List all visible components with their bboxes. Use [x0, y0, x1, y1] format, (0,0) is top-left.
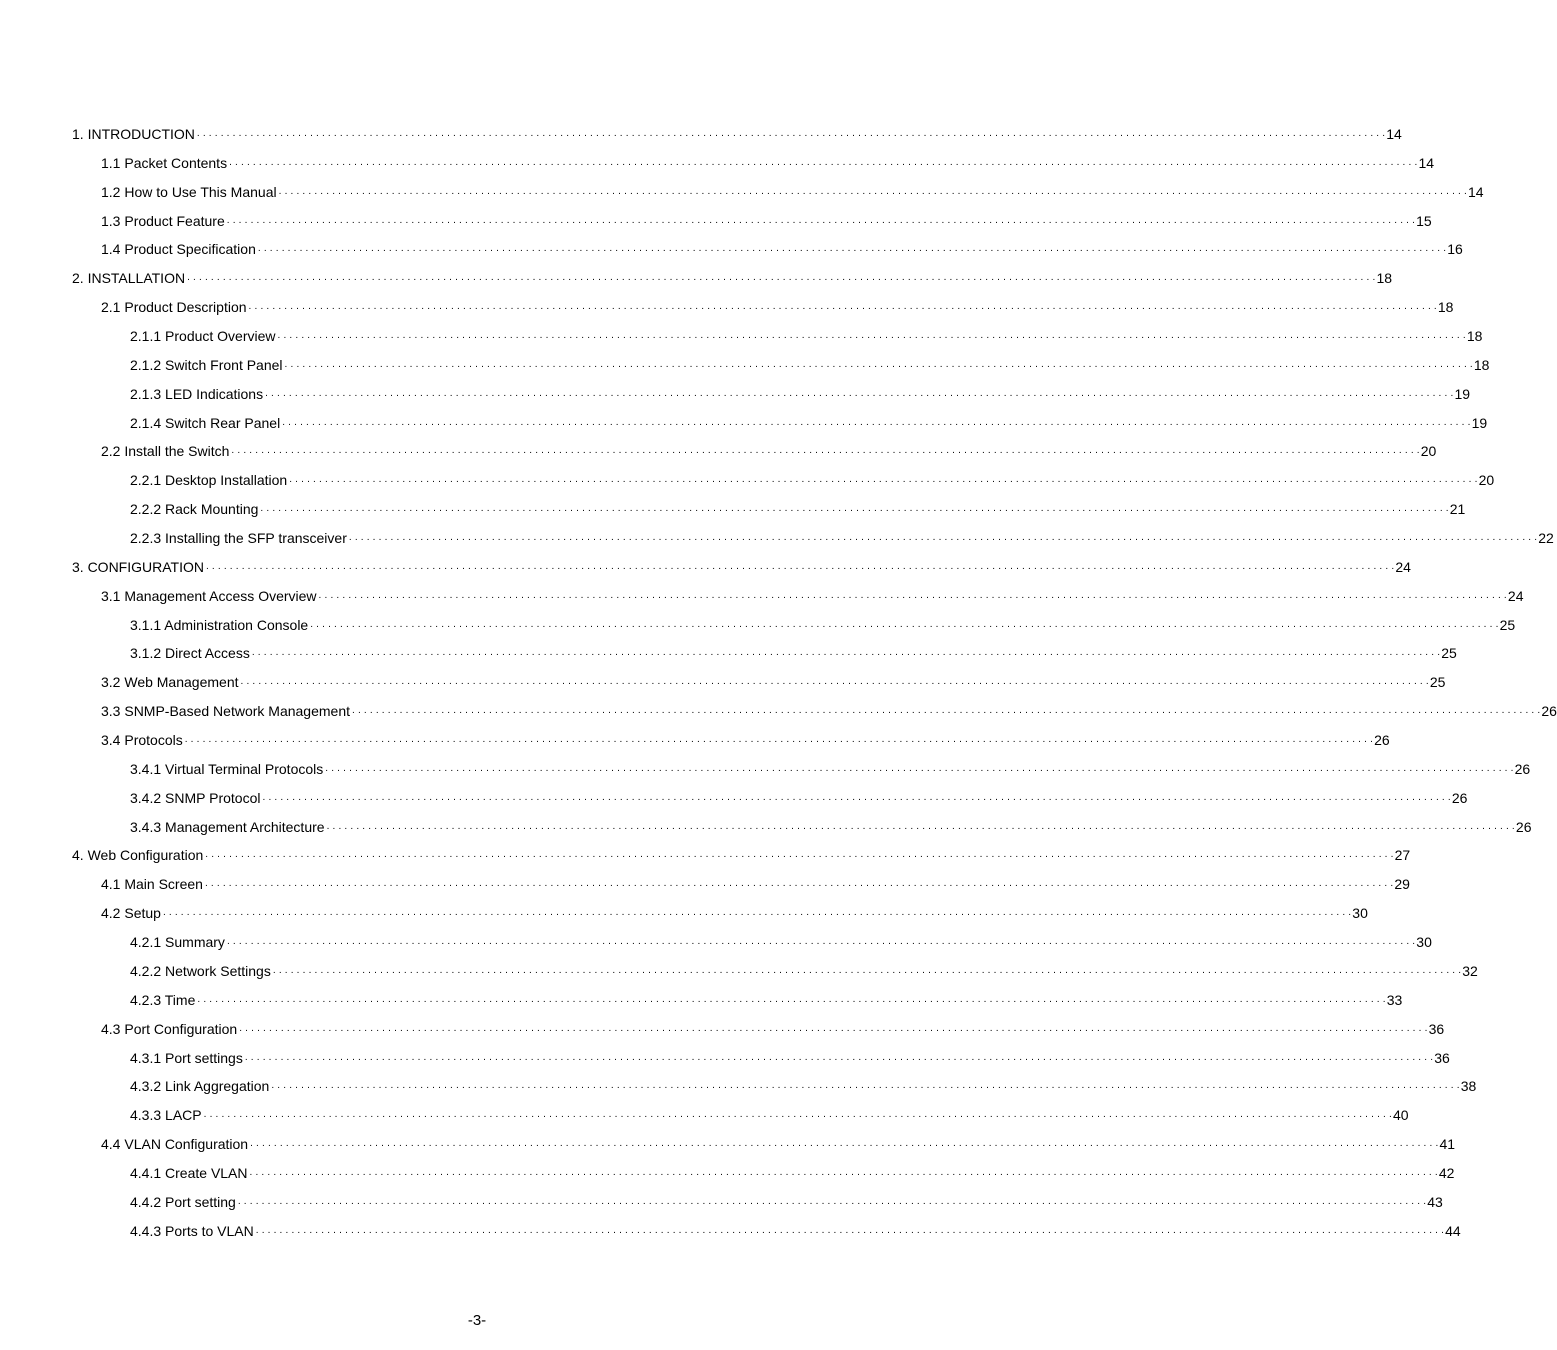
toc-entry-title: 4.3.1 Port settings: [130, 1049, 243, 1066]
dot-leader: . . . . . . . . . . . . . . . . . . . . . . . . . . . . . . . . . . . . . . . . . . . . . . . . . . . . . . . . . . . . . . . . . . . . . . . . . . . . . . . . . . . . . . . . . . . . . . . . . . . . . . . . . . . . . . . . . . . . . . . . . . . . . . . . . . . . . . . . . . . . . . . . . . . . . . . . . . . . . . . . . . . . . . . . . . . . . . . . . . . . . . . . . . . . . . . . . . . . . . . .: [231, 445, 1420, 457]
toc-entry-row: [130, 788, 1468, 808]
toc-entry-title: 2.2.3 Installing the SFP transceiver: [130, 530, 347, 547]
toc-entry-title: 2.1 Product Description: [101, 299, 247, 316]
toc-entry-title: 3. CONFIGURATION: [72, 558, 204, 575]
toc-entry-page-number: 44: [1445, 1222, 1461, 1239]
toc-entry[interactable]: [0, 382, 1471, 411]
dot-leader: . . . . . . . . . . . . . . . . . . . . . . . . . . . . . . . . . . . . . . . . . . . . . . . . . . . . . . . . . . . . . . . . . . . . . . . . . . . . . . . . . . . . . . . . . . . . . . . . . . . . . . . . . . . . . . . . . . . . . . . . . . . . . . . . . . . . . . . . . . . . . . . . . . . . . . . . . . . . . . . . . . . . . . . . . . . . . . . . . . . . . . . . . . . . . . . . . . . . . . . .: [310, 618, 1499, 630]
toc-entry-row: [130, 759, 1531, 779]
toc-entry-title: 3.1.1 Administration Console: [130, 616, 309, 633]
toc-entry-row: [130, 413, 1488, 433]
toc-entry[interactable]: [0, 959, 1478, 988]
dot-leader: . . . . . . . . . . . . . . . . . . . . . . . . . . . . . . . . . . . . . . . . . . . . . . . . . . . . . . . . . . . . . . . . . . . . . . . . . . . . . . . . . . . . . . . . . . . . . . . . . . . . . . . . . . . . . . . . . . . . . . . . . . . . . . . . . . . . . . . . . . . . . . . . . . . . . . . . . . . . . . . . . . . . . . . . . . . . . . . . . . . . . . . . . . . . . . . . . . . . . . . .: [352, 705, 1541, 717]
toc-entry-title: 4.4 VLAN Configuration: [101, 1136, 249, 1153]
toc-entry-row: [130, 1192, 1443, 1212]
toc-entry-page-number: 33: [1386, 991, 1403, 1008]
toc-entry[interactable]: [0, 1161, 1455, 1190]
toc-entry-title: 3.4 Protocols: [101, 732, 183, 749]
toc-entry-row: [101, 730, 1390, 750]
page-number: -3-: [467, 1312, 487, 1329]
toc-entry-page-number: 43: [1427, 1193, 1443, 1210]
dot-leader: . . . . . . . . . . . . . . . . . . . . . . . . . . . . . . . . . . . . . . . . . . . . . . . . . . . . . . . . . . . . . . . . . . . . . . . . . . . . . . . . . . . . . . . . . . . . . . . . . . . . . . . . . . . . . . . . . . . . . . . . . . . . . . . . . . . . . . . . . . . . . . . . . . . . . . . . . . . . . . . . . . . . . . . . . . . . . . . . . . . . . . . . . . . . . . . . . . . . . . . .: [249, 1166, 1438, 1178]
dot-leader: . . . . . . . . . . . . . . . . . . . . . . . . . . . . . . . . . . . . . . . . . . . . . . . . . . . . . . . . . . . . . . . . . . . . . . . . . . . . . . . . . . . . . . . . . . . . . . . . . . . . . . . . . . . . . . . . . . . . . . . . . . . . . . . . . . . . . . . . . . . . . . . . . . . . . . . . . . . . . . . . . . . . . . . . . . . . . . . . . . . . . . . . . . . . . . . . . . . . . . . .: [257, 243, 1447, 255]
toc-entry-title: 3.3 SNMP-Based Network Management: [101, 703, 350, 720]
toc-entry-row: [130, 384, 1471, 404]
toc-entry[interactable]: [0, 1190, 1443, 1219]
toc-entry-title: 3.4.2 SNMP Protocol: [130, 789, 261, 806]
toc-entry-title: 2.2.2 Rack Mounting: [130, 501, 259, 518]
toc-entry-title: 3.2 Web Management: [101, 674, 239, 691]
toc-entry-page-number: 29: [1394, 876, 1410, 893]
dot-leader: . . . . . . . . . . . . . . . . . . . . . . . . . . . . . . . . . . . . . . . . . . . . . . . . . . . . . . . . . . . . . . . . . . . . . . . . . . . . . . . . . . . . . . . . . . . . . . . . . . . . . . . . . . . . . . . . . . . . . . . . . . . . . . . . . . . . . . . . . . . . . . . . . . . . . . . . . . . . . . . . . . . . . . . . . . . . . . . . . . . . . . . . . . . . . . . . . . . . . . . .: [318, 589, 1507, 601]
toc-entry[interactable]: [0, 988, 1403, 1017]
toc-entry-page-number: 26: [1541, 703, 1557, 720]
toc-entry-page-number: 19: [1471, 414, 1488, 431]
toc-entry-row: [101, 586, 1524, 606]
dot-leader: . . . . . . . . . . . . . . . . . . . . . . . . . . . . . . . . . . . . . . . . . . . . . . . . . . . . . . . . . . . . . . . . . . . . . . . . . . . . . . . . . . . . . . . . . . . . . . . . . . . . . . . . . . . . . . . . . . . . . . . . . . . . . . . . . . . . . . . . . . . . . . . . . . . . . . . . . . . . . . . . . . . . . . . . . . . . . . . . . . . . . . . . . . . . . . . . . . . . . . . .: [237, 1195, 1427, 1207]
toc-entry-page-number: 25: [1441, 645, 1457, 662]
toc-entry[interactable]: [0, 237, 1463, 266]
toc-entry-page-number: 30: [1352, 905, 1368, 922]
dot-leader: . . . . . . . . . . . . . . . . . . . . . . . . . . . . . . . . . . . . . . . . . . . . . . . . . . . . . . . . . . . . . . . . . . . . . . . . . . . . . . . . . . . . . . . . . . . . . . . . . . . . . . . . . . . . . . . . . . . . . . . . . . . . . . . . . . . . . . . . . . . . . . . . . . . . . . . . . . . . . . . . . . . . . . . . . . . . . . . . . . . . . . . . . . . . . . . . . . . . . . . .: [250, 1138, 1439, 1150]
toc-entry-row: [130, 615, 1516, 635]
toc-entry-row: [101, 297, 1454, 317]
toc-entry[interactable]: [0, 901, 1368, 930]
toc-entry-page-number: 25: [1429, 674, 1446, 691]
toc-entry[interactable]: [0, 555, 1411, 584]
toc-entry[interactable]: [0, 1132, 1456, 1161]
toc-entry-row: [101, 903, 1368, 923]
toc-entry-row: [101, 701, 1557, 721]
toc-entry-row: [130, 643, 1457, 663]
toc-entry-page-number: 22: [1538, 530, 1554, 547]
toc-entry[interactable]: [0, 295, 1454, 324]
toc-entry[interactable]: [0, 1074, 1477, 1103]
dot-leader: . . . . . . . . . . . . . . . . . . . . . . . . . . . . . . . . . . . . . . . . . . . . . . . . . . . . . . . . . . . . . . . . . . . . . . . . . . . . . . . . . . . . . . . . . . . . . . . . . . . . . . . . . . . . . . . . . . . . . . . . . . . . . . . . . . . . . . . . . . . . . . . . . . . . . . . . . . . . . . . . . . . . . . . . . . . . . . . . . . . . . . . . . . . . . . . . . . . . . . . .: [244, 1051, 1434, 1063]
toc-entry-page-number: 20: [1478, 472, 1495, 489]
toc-entry[interactable]: [0, 843, 1411, 872]
toc-entry-page-number: 25: [1499, 616, 1516, 633]
toc-entry-page-number: 36: [1428, 1020, 1445, 1037]
toc-entry-page-number: 21: [1449, 501, 1466, 518]
toc-entry-title: 1.4 Product Specification: [101, 241, 256, 258]
toc-entry-row: [101, 441, 1437, 461]
toc-entry-row: [130, 1105, 1409, 1125]
toc-entry-row: [130, 326, 1483, 346]
toc-entry-page-number: 36: [1434, 1049, 1450, 1066]
toc-entry[interactable]: [0, 122, 1402, 151]
toc-entry-row: [101, 239, 1463, 259]
toc-entry-title: 3.4.1 Virtual Terminal Protocols: [130, 760, 324, 777]
dot-leader: . . . . . . . . . . . . . . . . . . . . . . . . . . . . . . . . . . . . . . . . . . . . . . . . . . . . . . . . . . . . . . . . . . . . . . . . . . . . . . . . . . . . . . . . . . . . . . . . . . . . . . . . . . . . . . . . . . . . . . . . . . . . . . . . . . . . . . . . . . . . . . . . . . . . . . . . . . . . . . . . . . . . . . . . . . . . . . . . . . . . . . . . . . . . . . . . . . . . . . . .: [187, 272, 1376, 284]
dot-leader: . . . . . . . . . . . . . . . . . . . . . . . . . . . . . . . . . . . . . . . . . . . . . . . . . . . . . . . . . . . . . . . . . . . . . . . . . . . . . . . . . . . . . . . . . . . . . . . . . . . . . . . . . . . . . . . . . . . . . . . . . . . . . . . . . . . . . . . . . . . . . . . . . . . . . . . . . . . . . . . . . . . . . . . . . . . . . . . . . . . . . . . . . . . . . . . . . . . . . . . .: [197, 993, 1386, 1005]
toc-entry-title: 4.2.3 Time: [130, 991, 196, 1008]
toc-entry-page-number: 18: [1376, 270, 1393, 287]
toc-entry-row: [130, 990, 1403, 1010]
toc-entry-page-number: 18: [1466, 328, 1483, 345]
toc-entry[interactable]: [0, 699, 1557, 728]
toc-entry[interactable]: [0, 151, 1435, 180]
toc-entry-row: [72, 124, 1402, 144]
toc-entry-page-number: 19: [1454, 385, 1471, 402]
toc-entry-row: [101, 211, 1432, 231]
toc-entry-title: 2.2 Install the Switch: [101, 443, 230, 460]
dot-leader: . . . . . . . . . . . . . . . . . . . . . . . . . . . . . . . . . . . . . . . . . . . . . . . . . . . . . . . . . . . . . . . . . . . . . . . . . . . . . . . . . . . . . . . . . . . . . . . . . . . . . . . . . . . . . . . . . . . . . . . . . . . . . . . . . . . . . . . . . . . . . . . . . . . . . . . . . . . . . . . . . . . . . . . . . . . . . . . . . . . . . . . . . . . . . . . . . . . . . . . .: [265, 387, 1454, 399]
dot-leader: . . . . . . . . . . . . . . . . . . . . . . . . . . . . . . . . . . . . . . . . . . . . . . . . . . . . . . . . . . . . . . . . . . . . . . . . . . . . . . . . . . . . . . . . . . . . . . . . . . . . . . . . . . . . . . . . . . . . . . . . . . . . . . . . . . . . . . . . . . . . . . . . . . . . . . . . . . . . . . . . . . . . . . . . . . . . . . . . . . . . . . . . . . . . . . . . . . . . . . . .: [348, 532, 1538, 544]
toc-entry-title: 4.2 Setup: [101, 905, 161, 922]
toc-entry-page-number: 26: [1451, 789, 1468, 806]
dot-leader: . . . . . . . . . . . . . . . . . . . . . . . . . . . . . . . . . . . . . . . . . . . . . . . . . . . . . . . . . . . . . . . . . . . . . . . . . . . . . . . . . . . . . . . . . . . . . . . . . . . . . . . . . . . . . . . . . . . . . . . . . . . . . . . . . . . . . . . . . . . . . . . . . . . . . . . . . . . . . . . . . . . . . . . . . . . . . . . . . . . . . . . . . . . . . . . . . . . . . . . .: [272, 964, 1462, 976]
dot-leader: . . . . . . . . . . . . . . . . . . . . . . . . . . . . . . . . . . . . . . . . . . . . . . . . . . . . . . . . . . . . . . . . . . . . . . . . . . . . . . . . . . . . . . . . . . . . . . . . . . . . . . . . . . . . . . . . . . . . . . . . . . . . . . . . . . . . . . . . . . . . . . . . . . . . . . . . . . . . . . . . . . . . . . . . . . . . . . . . . . . . . . . . . . . . . . . . . . . . . . . .: [278, 185, 1467, 197]
toc-entry-title: 4.3 Port Configuration: [101, 1020, 238, 1037]
toc-entry[interactable]: [0, 497, 1466, 526]
toc-entry-page-number: 27: [1394, 847, 1411, 864]
toc-entry[interactable]: [0, 930, 1432, 959]
toc-entry[interactable]: [0, 757, 1531, 786]
dot-leader: . . . . . . . . . . . . . . . . . . . . . . . . . . . . . . . . . . . . . . . . . . . . . . . . . . . . . . . . . . . . . . . . . . . . . . . . . . . . . . . . . . . . . . . . . . . . . . . . . . . . . . . . . . . . . . . . . . . . . . . . . . . . . . . . . . . . . . . . . . . . . . . . . . . . . . . . . . . . . . . . . . . . . . . . . . . . . . . . . . . . . . . . . . . . . . . . . . . . . . . .: [260, 503, 1449, 515]
toc-entry-page-number: 32: [1462, 962, 1478, 979]
toc-entry[interactable]: [0, 1103, 1409, 1132]
toc-entry-page-number: 26: [1374, 732, 1390, 749]
toc-entry-row: [101, 672, 1446, 692]
dot-leader: . . . . . . . . . . . . . . . . . . . . . . . . . . . . . . . . . . . . . . . . . . . . . . . . . . . . . . . . . . . . . . . . . . . . . . . . . . . . . . . . . . . . . . . . . . . . . . . . . . . . . . . . . . . . . . . . . . . . . . . . . . . . . . . . . . . . . . . . . . . . . . . . . . . . . . . . . . . . . . . . . . . . . . . . . . . . . . . . . . . . . . . . . . . . . . . . . . . . . . . .: [284, 358, 1473, 370]
toc-entry-title: 1.3 Product Feature: [101, 212, 225, 229]
toc-entry-title: 1.2 How to Use This Manual: [101, 183, 277, 200]
toc-entry-row: [101, 153, 1435, 173]
toc-entry-title: 2. INSTALLATION: [72, 270, 186, 287]
toc-entry-title: 4.3.3 LACP: [130, 1107, 202, 1124]
toc-entry-title: 2.1.1 Product Overview: [130, 328, 276, 345]
toc-entry-row: [130, 1076, 1477, 1096]
toc-entry[interactable]: [0, 670, 1446, 699]
toc-entry-title: 4.4.2 Port setting: [130, 1193, 236, 1210]
toc-entry-page-number: 18: [1437, 299, 1454, 316]
toc-entry-page-number: 16: [1447, 241, 1463, 258]
toc-entry[interactable]: [0, 613, 1516, 642]
toc-entry[interactable]: [0, 324, 1483, 353]
table-of-contents: [0, 122, 1557, 1248]
toc-entry[interactable]: [0, 468, 1495, 497]
toc-entry-title: 2.1.2 Switch Front Panel: [130, 356, 283, 373]
toc-entry-row: [130, 470, 1495, 490]
toc-entry-page-number: 41: [1439, 1136, 1456, 1153]
toc-entry-row: [130, 961, 1478, 981]
dot-leader: . . . . . . . . . . . . . . . . . . . . . . . . . . . . . . . . . . . . . . . . . . . . . . . . . . . . . . . . . . . . . . . . . . . . . . . . . . . . . . . . . . . . . . . . . . . . . . . . . . . . . . . . . . . . . . . . . . . . . . . . . . . . . . . . . . . . . . . . . . . . . . . . . . . . . . . . . . . . . . . . . . . . . . . . . . . . . . . . . . . . . . . . . . . . . . . . . . . . . . . .: [162, 907, 1352, 919]
toc-entry[interactable]: [0, 180, 1484, 209]
toc-entry[interactable]: [0, 411, 1488, 440]
toc-entry-page-number: 30: [1416, 934, 1432, 951]
toc-entry-row: [130, 932, 1432, 952]
dot-leader: . . . . . . . . . . . . . . . . . . . . . . . . . . . . . . . . . . . . . . . . . . . . . . . . . . . . . . . . . . . . . . . . . . . . . . . . . . . . . . . . . . . . . . . . . . . . . . . . . . . . . . . . . . . . . . . . . . . . . . . . . . . . . . . . . . . . . . . . . . . . . . . . . . . . . . . . . . . . . . . . . . . . . . . . . . . . . . . . . . . . . . . . . . . . . . . . . . . . . . . .: [205, 849, 1394, 861]
toc-entry-title: 2.1.3 LED Indications: [130, 385, 264, 402]
dot-leader: . . . . . . . . . . . . . . . . . . . . . . . . . . . . . . . . . . . . . . . . . . . . . . . . . . . . . . . . . . . . . . . . . . . . . . . . . . . . . . . . . . . . . . . . . . . . . . . . . . . . . . . . . . . . . . . . . . . . . . . . . . . . . . . . . . . . . . . . . . . . . . . . . . . . . . . . . . . . . . . . . . . . . . . . . . . . . . . . . . . . . . . . . . . . . . . . . . . . . . . .: [255, 1224, 1445, 1236]
toc-entry-row: [130, 1048, 1450, 1068]
dot-leader: . . . . . . . . . . . . . . . . . . . . . . . . . . . . . . . . . . . . . . . . . . . . . . . . . . . . . . . . . . . . . . . . . . . . . . . . . . . . . . . . . . . . . . . . . . . . . . . . . . . . . . . . . . . . . . . . . . . . . . . . . . . . . . . . . . . . . . . . . . . . . . . . . . . . . . . . . . . . . . . . . . . . . . . . . . . . . . . . . . . . . . . . . . . . . . . . . . . . . . . .: [196, 128, 1386, 139]
toc-entry-page-number: 24: [1507, 587, 1524, 604]
toc-entry-row: [130, 528, 1554, 548]
toc-entry-row: [130, 817, 1532, 837]
toc-entry[interactable]: [0, 641, 1457, 670]
toc-entry-page-number: 26: [1514, 760, 1531, 777]
dot-leader: . . . . . . . . . . . . . . . . . . . . . . . . . . . . . . . . . . . . . . . . . . . . . . . . . . . . . . . . . . . . . . . . . . . . . . . . . . . . . . . . . . . . . . . . . . . . . . . . . . . . . . . . . . . . . . . . . . . . . . . . . . . . . . . . . . . . . . . . . . . . . . . . . . . . . . . . . . . . . . . . . . . . . . . . . . . . . . . . . . . . . . . . . . . . . . . . . . . . . . . .: [277, 330, 1466, 342]
dot-leader: . . . . . . . . . . . . . . . . . . . . . . . . . . . . . . . . . . . . . . . . . . . . . . . . . . . . . . . . . . . . . . . . . . . . . . . . . . . . . . . . . . . . . . . . . . . . . . . . . . . . . . . . . . . . . . . . . . . . . . . . . . . . . . . . . . . . . . . . . . . . . . . . . . . . . . . . . . . . . . . . . . . . . . . . . . . . . . . . . . . . . . . . . . . . . . . . . . . . . . . .: [248, 301, 1437, 313]
toc-entry[interactable]: [0, 353, 1490, 382]
toc-entry[interactable]: [0, 728, 1390, 757]
toc-entry-row: [72, 557, 1411, 577]
toc-entry-row: [130, 1163, 1455, 1183]
toc-entry-title: 3.1 Management Access Overview: [101, 587, 317, 604]
toc-entry-title: 3.4.3 Management Architecture: [130, 818, 325, 835]
toc-entry-page-number: 14: [1467, 183, 1484, 200]
toc-entry-title: 4. Web Configuration: [72, 847, 204, 864]
dot-leader: . . . . . . . . . . . . . . . . . . . . . . . . . . . . . . . . . . . . . . . . . . . . . . . . . . . . . . . . . . . . . . . . . . . . . . . . . . . . . . . . . . . . . . . . . . . . . . . . . . . . . . . . . . . . . . . . . . . . . . . . . . . . . . . . . . . . . . . . . . . . . . . . . . . . . . . . . . . . . . . . . . . . . . . . . . . . . . . . . . . . . . . . . . . . . . . . . . . . . . . .: [289, 474, 1478, 486]
toc-entry[interactable]: [0, 1219, 1461, 1248]
toc-entry[interactable]: [0, 1046, 1450, 1075]
toc-entry[interactable]: [0, 266, 1393, 295]
toc-entry[interactable]: [0, 526, 1554, 555]
toc-entry-title: 4.4.3 Ports to VLAN: [130, 1222, 254, 1239]
toc-entry-page-number: 18: [1473, 356, 1490, 373]
toc-entry-title: 4.4.1 Create VLAN: [130, 1164, 248, 1181]
toc-entry-page-number: 40: [1392, 1107, 1409, 1124]
dot-leader: . . . . . . . . . . . . . . . . . . . . . . . . . . . . . . . . . . . . . . . . . . . . . . . . . . . . . . . . . . . . . . . . . . . . . . . . . . . . . . . . . . . . . . . . . . . . . . . . . . . . . . . . . . . . . . . . . . . . . . . . . . . . . . . . . . . . . . . . . . . . . . . . . . . . . . . . . . . . . . . . . . . . . . . . . . . . . . . . . . . . . . . . . . . . . . . . . . . . . . . .: [226, 936, 1416, 948]
toc-entry-row: [130, 1221, 1461, 1241]
dot-leader: . . . . . . . . . . . . . . . . . . . . . . . . . . . . . . . . . . . . . . . . . . . . . . . . . . . . . . . . . . . . . . . . . . . . . . . . . . . . . . . . . . . . . . . . . . . . . . . . . . . . . . . . . . . . . . . . . . . . . . . . . . . . . . . . . . . . . . . . . . . . . . . . . . . . . . . . . . . . . . . . . . . . . . . . . . . . . . . . . . . . . . . . . . . . . . . . . . . . . . . .: [282, 416, 1471, 428]
dot-leader: . . . . . . . . . . . . . . . . . . . . . . . . . . . . . . . . . . . . . . . . . . . . . . . . . . . . . . . . . . . . . . . . . . . . . . . . . . . . . . . . . . . . . . . . . . . . . . . . . . . . . . . . . . . . . . . . . . . . . . . . . . . . . . . . . . . . . . . . . . . . . . . . . . . . . . . . . . . . . . . . . . . . . . . . . . . . . . . . . . . . . . . . . . . . . . . . . . . . . . . .: [205, 560, 1395, 572]
toc-entry[interactable]: [0, 584, 1524, 613]
dot-leader: . . . . . . . . . . . . . . . . . . . . . . . . . . . . . . . . . . . . . . . . . . . . . . . . . . . . . . . . . . . . . . . . . . . . . . . . . . . . . . . . . . . . . . . . . . . . . . . . . . . . . . . . . . . . . . . . . . . . . . . . . . . . . . . . . . . . . . . . . . . . . . . . . . . . . . . . . . . . . . . . . . . . . . . . . . . . . . . . . . . . . . . . . . . . . . . . . . . . . . . .: [204, 878, 1394, 890]
toc-entry[interactable]: [0, 872, 1410, 901]
dot-leader: . . . . . . . . . . . . . . . . . . . . . . . . . . . . . . . . . . . . . . . . . . . . . . . . . . . . . . . . . . . . . . . . . . . . . . . . . . . . . . . . . . . . . . . . . . . . . . . . . . . . . . . . . . . . . . . . . . . . . . . . . . . . . . . . . . . . . . . . . . . . . . . . . . . . . . . . . . . . . . . . . . . . . . . . . . . . . . . . . . . . . . . . . . . . . . . . . . . . . . . .: [325, 762, 1514, 774]
dot-leader: . . . . . . . . . . . . . . . . . . . . . . . . . . . . . . . . . . . . . . . . . . . . . . . . . . . . . . . . . . . . . . . . . . . . . . . . . . . . . . . . . . . . . . . . . . . . . . . . . . . . . . . . . . . . . . . . . . . . . . . . . . . . . . . . . . . . . . . . . . . . . . . . . . . . . . . . . . . . . . . . . . . . . . . . . . . . . . . . . . . . . . . . . . . . . . . . . . . . . . . .: [326, 820, 1515, 832]
toc-entry-title: 3.1.2 Direct Access: [130, 645, 250, 662]
toc-entry[interactable]: [0, 439, 1437, 468]
toc-entry-page-number: 20: [1420, 443, 1437, 460]
toc-entry-row: [130, 355, 1490, 375]
toc-entry-row: [101, 874, 1410, 894]
toc-entry-title: 4.3.2 Link Aggregation: [130, 1078, 270, 1095]
toc-entry-row: [101, 182, 1484, 202]
toc-entry[interactable]: [0, 815, 1532, 844]
toc-entry-page-number: 38: [1460, 1078, 1477, 1095]
dot-leader: . . . . . . . . . . . . . . . . . . . . . . . . . . . . . . . . . . . . . . . . . . . . . . . . . . . . . . . . . . . . . . . . . . . . . . . . . . . . . . . . . . . . . . . . . . . . . . . . . . . . . . . . . . . . . . . . . . . . . . . . . . . . . . . . . . . . . . . . . . . . . . . . . . . . . . . . . . . . . . . . . . . . . . . . . . . . . . . . . . . . . . . . . . . . . . . . . . . . . . . .: [240, 676, 1429, 688]
toc-entry-page-number: 14: [1418, 154, 1435, 171]
toc-entry-row: [72, 845, 1411, 865]
toc-entry[interactable]: [0, 209, 1432, 238]
toc-entry-page-number: 26: [1515, 818, 1532, 835]
toc-entry-title: 1.1 Packet Contents: [101, 154, 228, 171]
toc-entry-page-number: 14: [1386, 126, 1402, 142]
toc-entry-row: [72, 268, 1393, 288]
toc-entry-title: 1. INTRODUCTION: [72, 126, 195, 142]
dot-leader: . . . . . . . . . . . . . . . . . . . . . . . . . . . . . . . . . . . . . . . . . . . . . . . . . . . . . . . . . . . . . . . . . . . . . . . . . . . . . . . . . . . . . . . . . . . . . . . . . . . . . . . . . . . . . . . . . . . . . . . . . . . . . . . . . . . . . . . . . . . . . . . . . . . . . . . . . . . . . . . . . . . . . . . . . . . . . . . . . . . . . . . . . . . . . . . . . . . . . . . .: [203, 1109, 1392, 1121]
toc-entry-page-number: 24: [1395, 558, 1411, 575]
toc-entry-title: 4.2.2 Network Settings: [130, 962, 271, 979]
dot-leader: . . . . . . . . . . . . . . . . . . . . . . . . . . . . . . . . . . . . . . . . . . . . . . . . . . . . . . . . . . . . . . . . . . . . . . . . . . . . . . . . . . . . . . . . . . . . . . . . . . . . . . . . . . . . . . . . . . . . . . . . . . . . . . . . . . . . . . . . . . . . . . . . . . . . . . . . . . . . . . . . . . . . . . . . . . . . . . . . . . . . . . . . . . . . . . . . . . . . . . . .: [226, 214, 1416, 226]
toc-entry[interactable]: [0, 1017, 1445, 1046]
toc-entry-page-number: 42: [1438, 1164, 1455, 1181]
toc-entry-row: [101, 1134, 1456, 1154]
toc-entry-row: [130, 499, 1466, 519]
toc-entry[interactable]: [0, 786, 1468, 815]
toc-entry-title: 4.1 Main Screen: [101, 876, 203, 893]
toc-entry-row: [101, 1019, 1445, 1039]
dot-leader: . . . . . . . . . . . . . . . . . . . . . . . . . . . . . . . . . . . . . . . . . . . . . . . . . . . . . . . . . . . . . . . . . . . . . . . . . . . . . . . . . . . . . . . . . . . . . . . . . . . . . . . . . . . . . . . . . . . . . . . . . . . . . . . . . . . . . . . . . . . . . . . . . . . . . . . . . . . . . . . . . . . . . . . . . . . . . . . . . . . . . . . . . . . . . . . . . . . . . . . .: [229, 156, 1418, 168]
toc-entry-title: 2.1.4 Switch Rear Panel: [130, 414, 281, 431]
dot-leader: . . . . . . . . . . . . . . . . . . . . . . . . . . . . . . . . . . . . . . . . . . . . . . . . . . . . . . . . . . . . . . . . . . . . . . . . . . . . . . . . . . . . . . . . . . . . . . . . . . . . . . . . . . . . . . . . . . . . . . . . . . . . . . . . . . . . . . . . . . . . . . . . . . . . . . . . . . . . . . . . . . . . . . . . . . . . . . . . . . . . . . . . . . . . . . . . . . . . . . . .: [239, 1022, 1428, 1034]
toc-entry-page-number: 15: [1416, 212, 1432, 229]
dot-leader: . . . . . . . . . . . . . . . . . . . . . . . . . . . . . . . . . . . . . . . . . . . . . . . . . . . . . . . . . . . . . . . . . . . . . . . . . . . . . . . . . . . . . . . . . . . . . . . . . . . . . . . . . . . . . . . . . . . . . . . . . . . . . . . . . . . . . . . . . . . . . . . . . . . . . . . . . . . . . . . . . . . . . . . . . . . . . . . . . . . . . . . . . . . . . . . . . . . . . . . .: [271, 1080, 1460, 1092]
toc-entry-title: 4.2.1 Summary: [130, 934, 225, 951]
dot-leader: . . . . . . . . . . . . . . . . . . . . . . . . . . . . . . . . . . . . . . . . . . . . . . . . . . . . . . . . . . . . . . . . . . . . . . . . . . . . . . . . . . . . . . . . . . . . . . . . . . . . . . . . . . . . . . . . . . . . . . . . . . . . . . . . . . . . . . . . . . . . . . . . . . . . . . . . . . . . . . . . . . . . . . . . . . . . . . . . . . . . . . . . . . . . . . . . . . . . . . . .: [184, 734, 1374, 746]
toc-entry-title: 2.2.1 Desktop Installation: [130, 472, 288, 489]
dot-leader: . . . . . . . . . . . . . . . . . . . . . . . . . . . . . . . . . . . . . . . . . . . . . . . . . . . . . . . . . . . . . . . . . . . . . . . . . . . . . . . . . . . . . . . . . . . . . . . . . . . . . . . . . . . . . . . . . . . . . . . . . . . . . . . . . . . . . . . . . . . . . . . . . . . . . . . . . . . . . . . . . . . . . . . . . . . . . . . . . . . . . . . . . . . . . . . . . . . . . . . .: [262, 791, 1451, 803]
dot-leader: . . . . . . . . . . . . . . . . . . . . . . . . . . . . . . . . . . . . . . . . . . . . . . . . . . . . . . . . . . . . . . . . . . . . . . . . . . . . . . . . . . . . . . . . . . . . . . . . . . . . . . . . . . . . . . . . . . . . . . . . . . . . . . . . . . . . . . . . . . . . . . . . . . . . . . . . . . . . . . . . . . . . . . . . . . . . . . . . . . . . . . . . . . . . . . . . . . . . . . . .: [251, 647, 1441, 659]
